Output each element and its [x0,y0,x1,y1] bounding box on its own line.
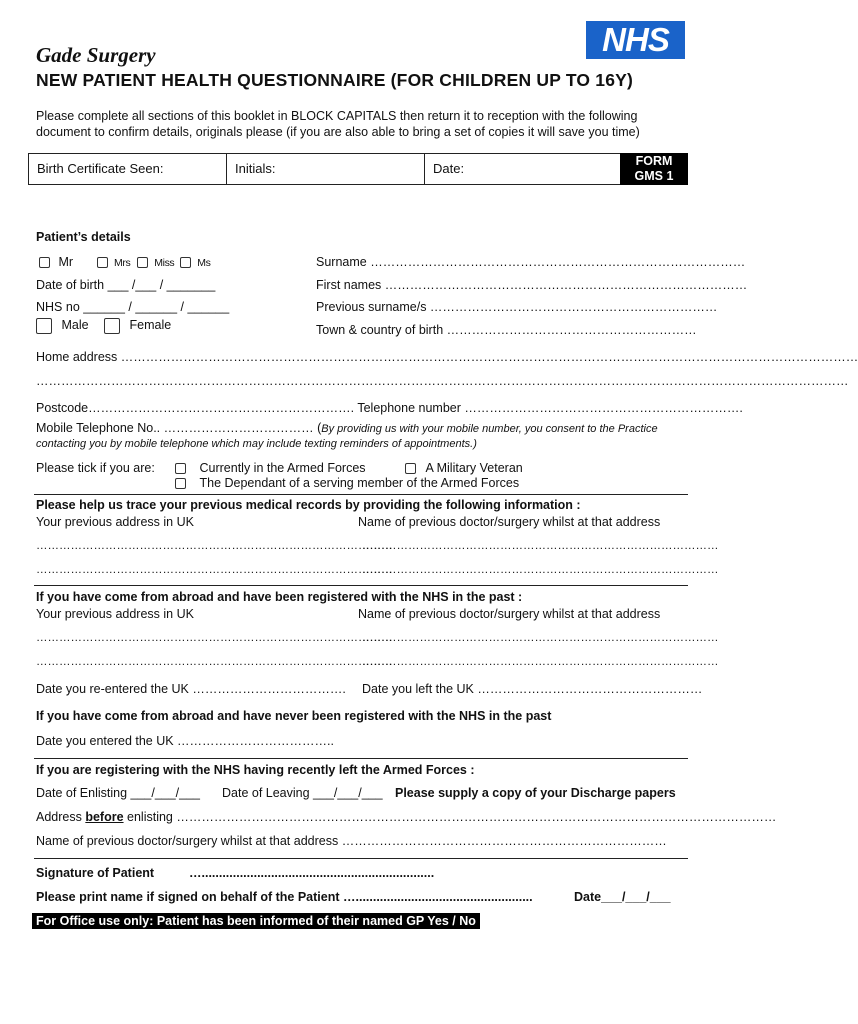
left-uk-field[interactable]: Date you left the UK ……………………………………………… [362,682,703,696]
intro-text: Please complete all sections of this booklet in BLOCK CAPITALS then return it to reception with the following document to confirm details, originals please (if you are also able to bring a set of copies it will save you time) [36,109,640,139]
address-before-enlisting-field[interactable] [36,810,776,824]
veteran-checkbox[interactable] [405,463,416,474]
mobile-consent-note-2: contacting you by mobile telephone which may include texting reminders of appointments.) [36,438,477,450]
previous-records-heading: Please help us trace your previous medical records by providing the following information : [36,498,581,512]
nhs-logo: NHS [586,21,685,59]
form-gms1-badge [620,153,688,185]
reentered-uk-field[interactable]: Date you re-entered the UK ………………………………. [36,682,346,696]
prev-doctor-line-1[interactable]: ………………………………………………………………………………… [362,540,719,552]
mr-label: Mr [58,255,74,269]
abroad-doctor-line-2[interactable]: ………………………………………………………………………………… [362,656,719,668]
leaving-date-field[interactable]: Date of Leaving ___/___/___ [222,786,383,800]
signature-label: Signature of Patient [36,866,155,880]
ms-label: Ms [197,257,211,269]
title-options [39,255,210,269]
section-divider [34,758,688,759]
dependant-option [175,476,519,490]
home-address-field[interactable]: Home address …………………………………………………………………………………………………………………………………………………………… [36,350,858,364]
date-field[interactable] [425,154,621,184]
section-divider [34,585,688,586]
armed-forces-label: Currently in the Armed Forces [199,461,366,475]
mobile-row [36,421,658,435]
tick-label: Please tick if you are: [36,461,155,475]
mobile-consent-note: By providing us with your mobile number, you consent to the Practice [321,423,658,435]
prev-address-line-2[interactable]: ………………………………………………………………………………… [36,564,393,576]
abroad-registered-heading: If you have come from abroad and have been registered with the NHS in the past : [36,590,523,604]
abroad-address-line-1[interactable]: ………………………………………………………………………………… [36,632,393,644]
signature-date-field[interactable]: Date___/___/___ [574,890,671,904]
prev-doctor-line-2[interactable]: ………………………………………………………………………………… [362,564,719,576]
postcode-telephone-field[interactable]: Postcode………………………………………………………. Telephone number …………………………………………………………. [36,401,743,415]
initials-field[interactable] [227,154,425,184]
male-checkbox[interactable] [36,318,52,334]
dependant-label: The Dependant of a serving member of the Armed Forces [199,476,520,490]
abroad-doctor-line-1[interactable]: ………………………………………………………………………………… [362,632,719,644]
birth-certificate-field[interactable] [29,154,227,184]
miss-label: Miss [154,257,175,269]
abroad-never-heading: If you have come from abroad and have never been registered with the NHS in the past [36,709,552,723]
first-names-field[interactable]: First names …………………………………………………………………………… [316,278,748,292]
section-divider [34,858,688,859]
town-of-birth-field[interactable]: Town & country of birth …………………………………………………… [316,323,697,337]
veteran-label: A Military Veteran [425,461,523,475]
enlisting-date-field[interactable]: Date of Enlisting ___/___/___ [36,786,201,800]
section-divider [34,494,688,495]
veteran-option [405,461,523,475]
prev-doctor-label: Name of previous doctor/surgery whilst at that address [358,515,661,529]
dependant-checkbox[interactable] [175,478,186,489]
surgery-name: Gade Surgery [36,43,156,67]
nhs-number-field[interactable]: NHS no ______ / ______ / ______ [36,300,230,314]
address-before-suffix: enlisting ……………………………………………………………………………………………………………………………… [123,810,777,824]
female-label: Female [129,318,172,333]
form-label: FORM [635,154,673,168]
mrs-checkbox[interactable] [97,257,108,268]
address-before-prefix: Address [36,810,86,824]
mr-checkbox[interactable] [39,257,50,268]
armed-prev-doctor-field[interactable]: Name of previous doctor/surgery whilst at that address …………………………………………………………………… [36,834,667,848]
page-title: NEW PATIENT HEALTH QUESTIONNAIRE (FOR CHILDREN UP TO 16Y) [36,70,634,90]
dob-field[interactable]: Date of birth ___ /___ / _______ [36,278,216,292]
date-label: Date: [433,161,465,176]
mrs-label: Mrs [114,257,131,269]
abroad-address-line-2[interactable]: ………………………………………………………………………………… [36,656,393,668]
discharge-papers-note: Please supply a copy of your Discharge papers [395,786,676,800]
male-label: Male [61,318,89,333]
address-line-2[interactable]: …………………………………………………………………………………………………………………………………………………………………………… [36,374,849,388]
armed-forces-option [175,461,366,475]
miss-checkbox[interactable] [137,257,148,268]
entered-uk-field[interactable]: Date you entered the UK ……………………………….. [36,734,335,748]
prev-address-line-1[interactable]: ………………………………………………………………………………… [36,540,393,552]
signature-field[interactable]: …................................................................... [189,866,435,880]
ms-checkbox[interactable] [180,257,191,268]
birth-certificate-label: Birth Certificate Seen: [37,161,164,176]
previous-surname-field[interactable]: Previous surname/s …………………………………………………………… [316,300,718,314]
abroad-prev-address-label: Your previous address in UK [36,607,194,621]
surname-field[interactable]: Surname ……………………………………………………………………………… [316,255,746,269]
print-name-field[interactable]: Please print name if signed on behalf of the Patient …................................................... [36,890,533,904]
armed-forces-checkbox[interactable] [175,463,186,474]
prev-address-label: Your previous address in UK [36,515,194,529]
initials-label: Initials: [235,161,276,176]
female-checkbox[interactable] [104,318,120,334]
sex-options [36,318,171,334]
patient-details-heading: Patient’s details [36,230,131,244]
gms-label: GMS 1 [634,169,674,183]
abroad-prev-doctor-label: Name of previous doctor/surgery whilst at that address [358,607,661,621]
office-use-banner: For Office use only: Patient has been informed of their named GP Yes / No [32,913,480,929]
before-emphasis: before [85,810,124,824]
mobile-field[interactable]: Mobile Telephone No.. ……………………………… ( [36,421,322,435]
certificate-row [28,153,622,185]
armed-forces-heading: If you are registering with the NHS having recently left the Armed Forces : [36,763,475,777]
